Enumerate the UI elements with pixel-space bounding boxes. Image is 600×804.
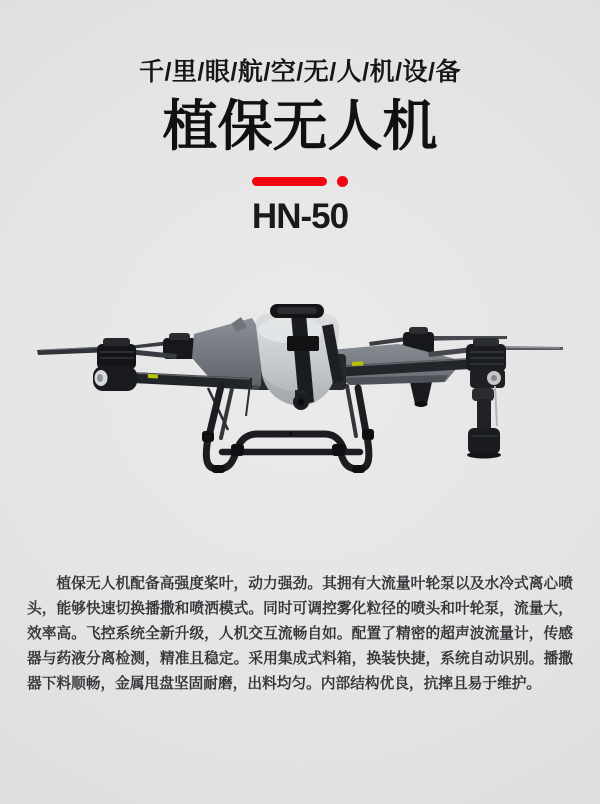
model-name: HN-50 — [251, 197, 349, 236]
divider-bar — [252, 177, 327, 186]
drone-illustration — [0, 278, 600, 518]
divider-dot-icon — [337, 176, 348, 187]
drone-product-image — [0, 278, 600, 518]
page-title: 植保无人机 — [162, 95, 438, 157]
product-description: 植保无人机配备高强度桨叶，动力强劲。其拥有大流量叶轮泵以及水冷式离心喷头，能够快速切换播撒和喷洒模式。同时可调控雾化粒径的喷头和叶轮泵，流量大，效率高。飞控系统全新升级，人机交互流畅自如。配置了精密的超声波流量计，传感器与药液分离检测，精准且稳定。采用集成式料箱，换装快捷，系统自动识别。播撒器下料顺畅，金属甩盘坚固耐磨，出料均匀。内部结构优良，抗摔且易于维护。 — [27, 576, 573, 692]
brand-line: 千/里/眼/航/空/无/人/机/设/备 — [138, 58, 461, 86]
accent-divider — [0, 176, 600, 187]
